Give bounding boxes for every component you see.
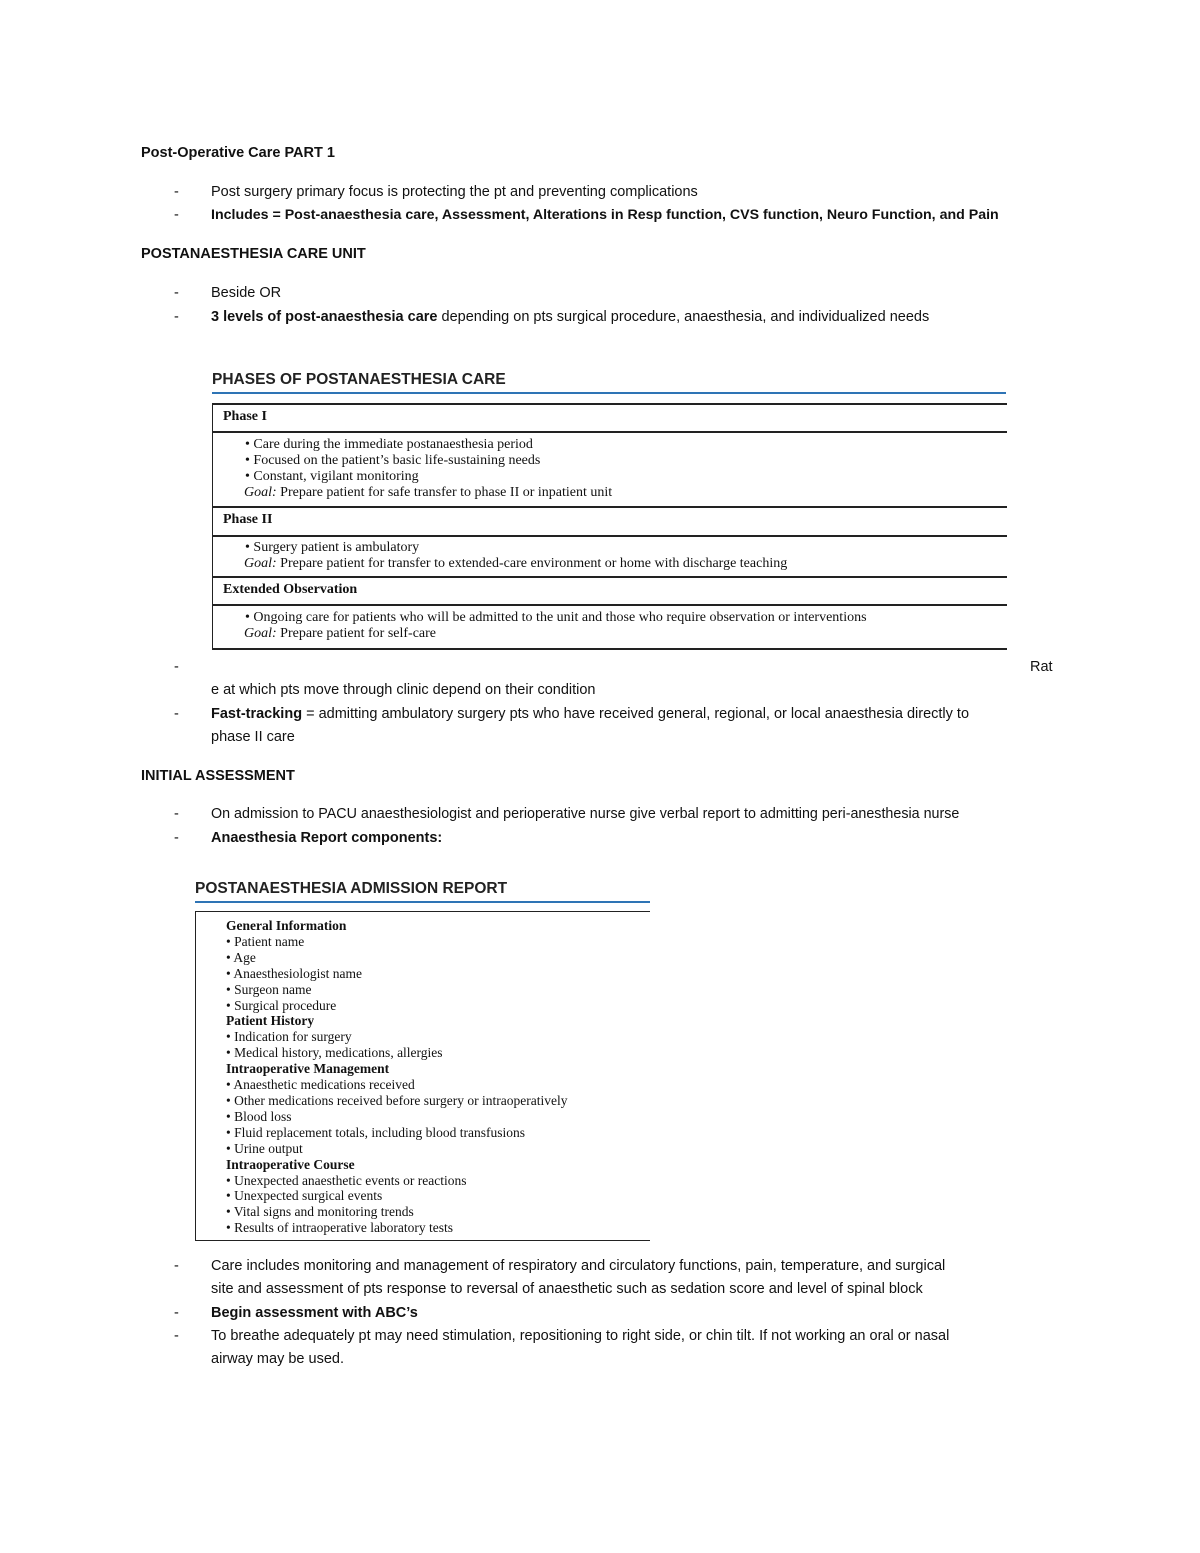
report-item: • Unexpected surgical events	[226, 1188, 383, 1204]
goal-label: Goal:	[244, 556, 277, 571]
report-item: • Blood loss	[226, 1108, 292, 1124]
rate-line: e at which pts move through clinic depend on their condition	[211, 682, 596, 698]
intro-bullet-1: Post surgery primary focus is protecting the pt and preventing complications	[211, 184, 698, 200]
bullet-dash: -	[174, 285, 179, 301]
table-rule	[213, 648, 1007, 650]
report-item: • Unexpected anaesthetic events or reactions	[226, 1172, 467, 1188]
table-rule	[213, 431, 1007, 433]
phases-table	[212, 403, 1007, 650]
report-item: • Indication for surgery	[226, 1029, 352, 1045]
initial-bullet-1: On admission to PACU anaesthesiologist and perioperative nurse give verbal report to admitting peri-anesthesia nurse	[211, 806, 960, 822]
phases-figure-title: PHASES OF POSTANAESTHESIA CARE	[212, 371, 506, 388]
bullet-dash: -	[174, 1305, 179, 1321]
phase-1-label: Phase I	[223, 409, 267, 424]
group-heading: General Information	[226, 918, 347, 933]
report-item: • Age	[226, 949, 256, 965]
page-title: Post-Operative Care PART 1	[141, 145, 335, 161]
report-item: • Urine output	[226, 1140, 303, 1156]
extended-body	[213, 610, 1007, 642]
report-item: • Other medications received before surgery or intraoperatively	[226, 1092, 568, 1108]
goal-label: Goal:	[244, 626, 277, 641]
rate-fragment: Rat	[1030, 659, 1053, 675]
extended-goal	[244, 626, 1007, 642]
care-bullet-1: Care includes monitoring and management of respiratory and circulatory functions, pain, temperature, and surgical	[211, 1258, 946, 1274]
phase-1-item: • Care during the immediate postanaesthesia period	[245, 437, 533, 452]
phase-2-item: • Surgery patient is ambulatory	[245, 540, 420, 555]
goal-text: Prepare patient for self-care	[276, 626, 437, 641]
fast-tracking-bold: Fast-tracking	[211, 706, 303, 722]
admission-figure-title: POSTANAESTHESIA ADMISSION REPORT	[195, 880, 508, 897]
pacu-bullet-1: Beside OR	[211, 285, 282, 301]
fast-tracking-rest: = admitting ambulatory surgery pts who have received general, regional, or local anaesthesia directly to	[302, 706, 970, 722]
bullet-dash: -	[174, 1328, 179, 1344]
goal-text: Prepare patient for safe transfer to phase II or inpatient unit	[276, 485, 613, 500]
report-item: • Surgical procedure	[226, 997, 337, 1013]
phase-1-item: • Constant, vigilant monitoring	[245, 469, 419, 484]
phase-1-item: • Focused on the patient’s basic life-sustaining needs	[245, 453, 541, 468]
group-heading: Patient History	[226, 1013, 315, 1029]
bullet-dash: -	[174, 806, 179, 822]
report-item: • Medical history, medications, allergies	[226, 1045, 443, 1061]
goal-label: Goal:	[244, 485, 277, 500]
report-item: • Surgeon name	[226, 981, 312, 997]
fast-tracking-bullet	[211, 705, 969, 723]
report-item: • Anaesthetic medications received	[226, 1077, 415, 1093]
phase-1-body	[213, 437, 1007, 501]
report-item: • Results of intraoperative laboratory tests	[226, 1220, 454, 1236]
bullet-dash: -	[174, 309, 179, 325]
pacu-bullet-2	[211, 308, 929, 326]
phase-2-label: Phase II	[223, 512, 273, 527]
report-item: • Anaesthesiologist name	[226, 965, 362, 981]
phase-2-body	[213, 540, 1007, 572]
intro-bullet-2: Includes = Post-anaesthesia care, Assessment, Alterations in Resp function, CVS function, Neuro Function, and Pain	[211, 207, 999, 223]
bullet-dash: -	[174, 659, 179, 675]
phase-2-goal	[244, 556, 1007, 572]
bullet-dash: -	[174, 1258, 179, 1274]
initial-bullet-2: Anaesthesia Report components:	[211, 830, 443, 846]
phases-title-rule	[212, 392, 1006, 394]
admission-title-rule	[195, 901, 650, 903]
fast-tracking-continued: phase II care	[211, 729, 295, 745]
report-item: • Vital signs and monitoring trends	[226, 1204, 414, 1220]
section-heading-pacu: POSTANAESTHESIA CARE UNIT	[141, 246, 366, 262]
phase-1-goal	[244, 485, 1007, 501]
care-bullet-3: To breathe adequately pt may need stimulation, repositioning to right side, or chin tilt. If not working an oral or nasal	[211, 1328, 950, 1344]
report-item: • Patient name	[226, 933, 305, 949]
bullet-dash: -	[174, 830, 179, 846]
admission-report-box	[195, 911, 650, 1241]
care-bullet-3-continued: airway may be used.	[211, 1351, 344, 1367]
table-rule	[213, 506, 1007, 508]
bullet-dash: -	[174, 706, 179, 722]
admission-report-content	[226, 918, 567, 1236]
care-bullet-2: Begin assessment with ABC’s	[211, 1305, 418, 1321]
table-rule	[213, 604, 1007, 606]
extended-item: • Ongoing care for patients who will be admitted to the unit and those who require observation or interventions	[245, 610, 867, 625]
group-heading: Intraoperative Management	[226, 1061, 390, 1077]
pacu-bullet-2-rest: depending on pts surgical procedure, anaesthesia, and individualized needs	[437, 309, 930, 325]
report-item: • Fluid replacement totals, including blood transfusions	[226, 1124, 526, 1140]
bullet-dash: -	[174, 207, 179, 223]
table-rule	[213, 403, 1007, 405]
goal-text: Prepare patient for transfer to extended-care environment or home with discharge teaching	[276, 556, 788, 571]
pacu-bullet-2-bold: 3 levels of post-anaesthesia care	[211, 309, 438, 325]
section-heading-initial: INITIAL ASSESSMENT	[141, 768, 295, 784]
table-rule	[213, 576, 1007, 578]
extended-label: Extended Observation	[223, 582, 358, 597]
group-heading: Intraoperative Course	[226, 1156, 355, 1172]
bullet-dash: -	[174, 184, 179, 200]
table-rule	[213, 535, 1007, 537]
care-bullet-1-continued: site and assessment of pts response to reversal of anaesthetic such as sedation score and level of spinal block	[211, 1281, 923, 1297]
